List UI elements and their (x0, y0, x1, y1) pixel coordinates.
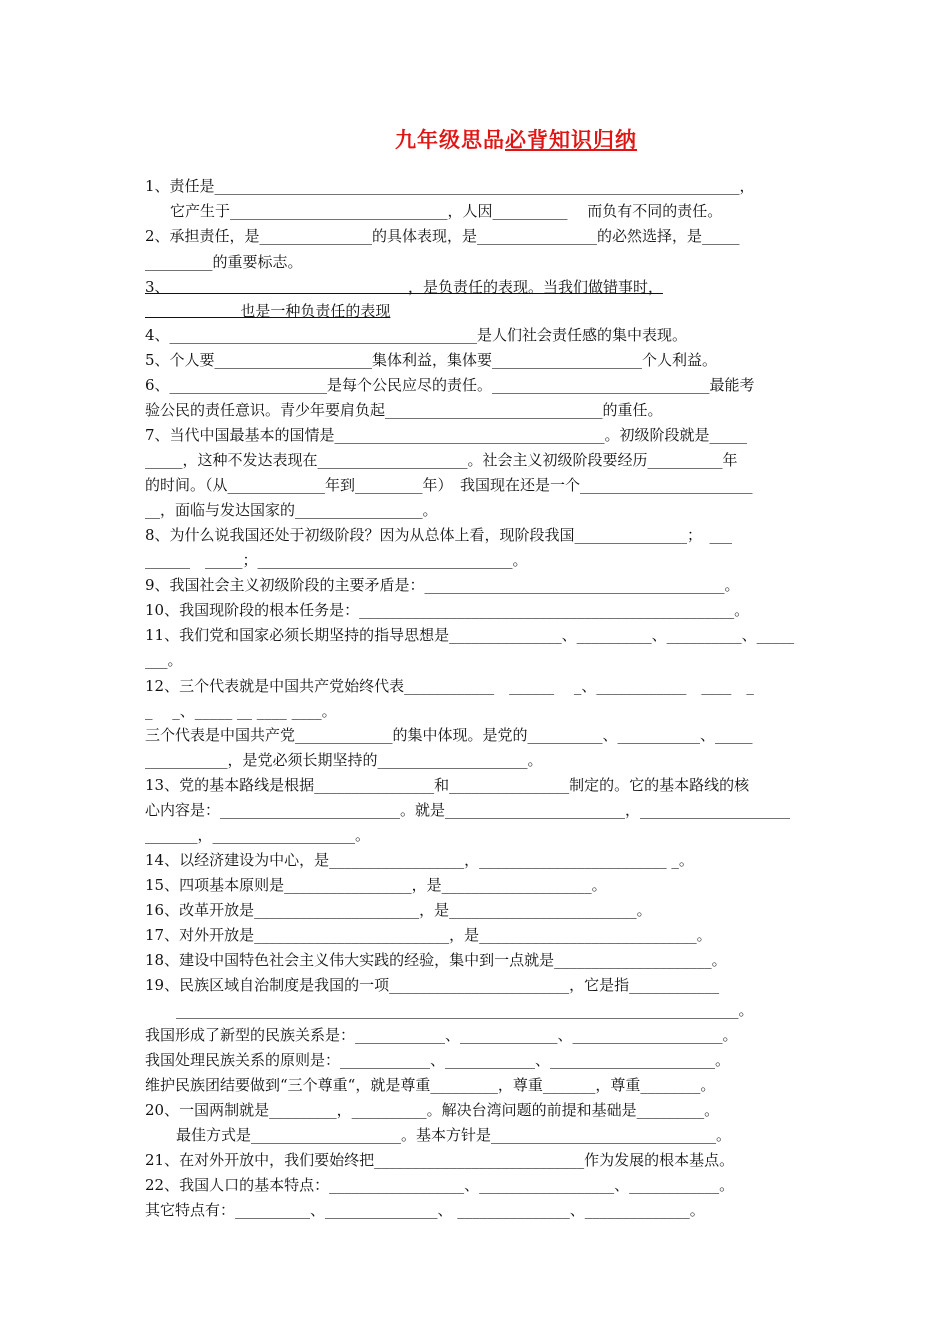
text-line: 1、责任是______________________________________________________________________， (145, 177, 755, 195)
text-line: 12、三个代表就是中国共产党始终代表____________ ______ _、____________ ____ _ (145, 677, 754, 695)
text-line: ___________________________________________________________________________。 (176, 1001, 754, 1019)
text-line: 15、四项基本原则是_________________，是____________________。 (145, 876, 607, 894)
text-line: 9、我国社会主义初级阶段的主要矛盾是：________________________________________。 (145, 576, 740, 594)
text-line: 22、我国人口的基本特点：__________________、__________________、____________。 (145, 1176, 735, 1194)
text-line: 21、在对外开放中，我们要始终把____________________________作为发展的根本基点。 (145, 1151, 735, 1169)
text-line: ___________，是党必须长期坚持的____________________。 (145, 751, 543, 769)
text-line: 19、民族区域自治制度是我国的一项________________________，它是指____________ (145, 976, 720, 994)
text-line: 验公民的责任意识。青少年要肩负起_____________________________的重任。 (145, 401, 663, 419)
text-line: 其它特点有：__________、_______________、 _______________、______________。 (145, 1201, 705, 1219)
text-line: 4、_________________________________________是人们社会责任感的集中表现。 (145, 326, 688, 344)
text-line: ___。 (145, 651, 183, 669)
text-line: 8、为什么说我国还处于初级阶段？因为从总体上看，现阶段我国_______________； ___ (145, 526, 733, 544)
text-line: _______，___________________。 (145, 826, 371, 844)
text-line: 我国形成了新型的民族关系是：____________、_____________、____________________。 (145, 1026, 738, 1044)
text-line: 7、当代中国最基本的国情是____________________________________。初级阶段就是_____ (145, 426, 748, 444)
text-line: 10、我国现阶段的根本任务是：__________________________________________________。 (145, 601, 750, 619)
title-part-1: 九年级思品 (395, 127, 505, 152)
text-line: 也是一种负责任的表现 (145, 302, 391, 320)
text-line: 2、承担责任，是_______________的具体表现，是________________的必然选择，是_____ (145, 227, 740, 245)
text-line: __，面临与发达国家的_________________。 (145, 501, 438, 519)
text-line: 11、我们党和国家必须长期坚持的指导思想是_______________、__________、__________、_____ (145, 626, 795, 644)
text-line: 20、一国两制就是_________，__________。解决台湾问题的前提和基础是_________。 (145, 1101, 720, 1119)
text-line: 16、改革开放是______________________，是_________________________。 (145, 901, 652, 919)
text-line: 的时间。（从_____________年到_________年） 我国现在还是一个_______________________ (145, 476, 753, 494)
text-line: 维护民族团结要做到“三个尊重“，就是尊重_________，尊重_______，尊重________。 (145, 1076, 716, 1094)
text-line: 三个代表是中国共产党_____________的集中体现。是党的__________、___________、_____ (145, 726, 753, 744)
text-line: 13、党的基本路线是根据________________和________________制定的。它的基本路线的核 (145, 776, 750, 794)
text-line: 我国处理民族关系的原则是：____________、____________、______________________。 (145, 1051, 731, 1069)
text-line: 17、对外开放是__________________________，是_____________________________。 (145, 926, 712, 944)
text-line: 6、_____________________是每个公民应尽的责任。_____________________________最能考 (145, 376, 755, 394)
text-line: 它产生于_____________________________，人因__________ 而负有不同的责任。 (170, 202, 723, 220)
text-line: 3、 ，是负责任的表现。当我们做错事时， (145, 278, 663, 296)
text-line: 最佳方式是____________________。基本方针是______________________________。 (176, 1126, 732, 1144)
title-part-2: 必背知识归纳 (505, 127, 637, 152)
text-line: 14、以经济建设为中心，是__________________，_________________________ _。 (145, 851, 694, 869)
text-line: 5、个人要_____________________集体利益，集体要____________________个人利益。 (145, 351, 718, 369)
text-line: _____，这种不发达表现在____________________。社会主义初级阶段要经历__________年 (145, 451, 738, 469)
text-line: 心内容是：________________________。就是________________________，____________________ (145, 801, 791, 819)
text-line: 18、建设中国特色社会主义伟大实践的经验，集中到一点就是_____________________。 (145, 951, 727, 969)
text-line: _ _、_____ __ ____ ____。 (145, 702, 337, 720)
text-line: ______ _____；__________________________________。 (145, 551, 528, 569)
page-title (0, 124, 950, 154)
text-line: _________的重要标志。 (145, 253, 303, 271)
